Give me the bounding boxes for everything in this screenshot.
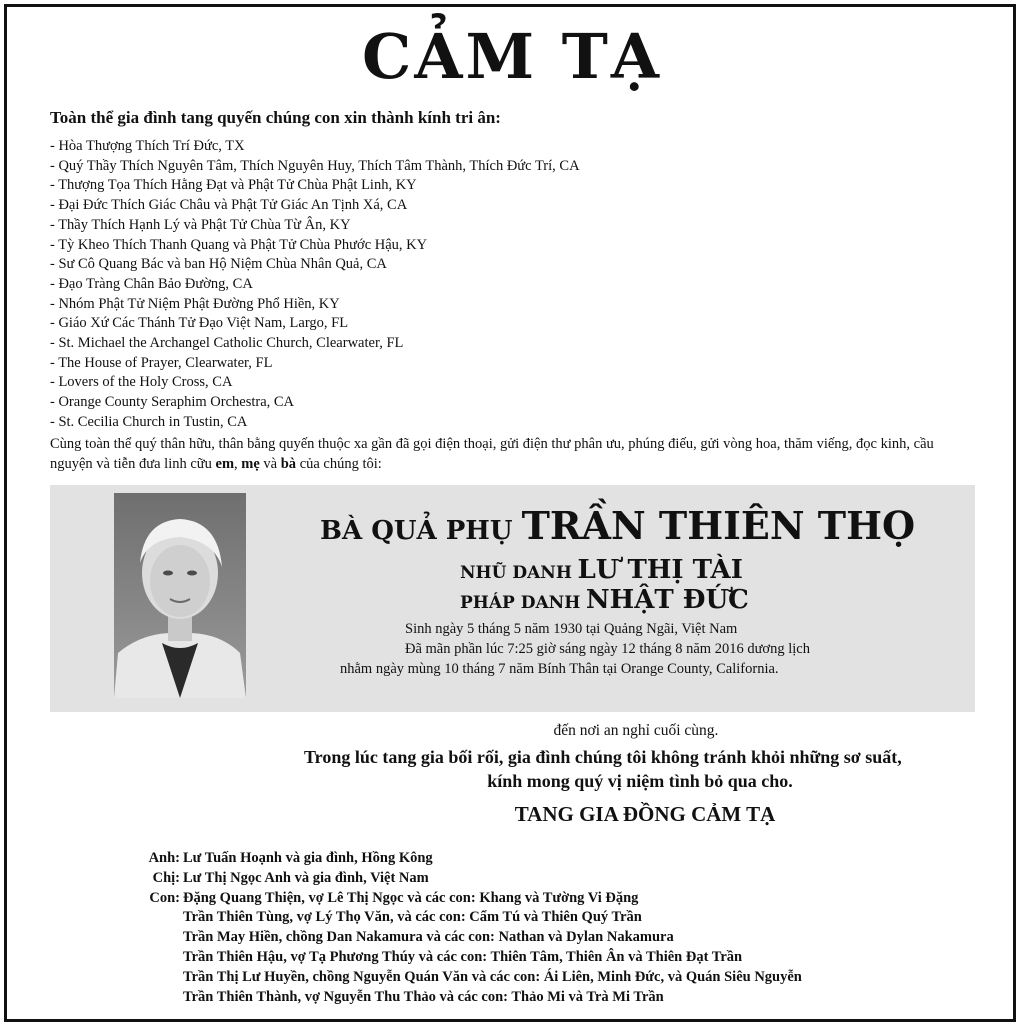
closing-paragraph bbox=[50, 435, 980, 474]
apology-line-1: Trong lúc tang gia bối rối, gia đình chúng tôi không tránh khỏi những sơ suất, bbox=[304, 747, 902, 767]
list-item: - Giáo Xứ Các Thánh Tử Đạo Việt Nam, Largo, FL bbox=[50, 315, 349, 332]
memorial-panel bbox=[50, 485, 975, 712]
maiden-name-line bbox=[460, 555, 743, 585]
family-member: Trần Thiên Hậu, vợ Tạ Phương Thúy và các con: Thiên Tâm, Thiên Ân và Thiên Đạt Trần bbox=[183, 948, 743, 965]
birth-info: Sinh ngày 5 tháng 5 năm 1930 tại Quảng Ngãi, Việt Nam bbox=[405, 621, 738, 637]
family-member: Đặng Quang Thiện, vợ Lê Thị Ngọc và các con: Khang và Tường Vi Đặng bbox=[183, 889, 639, 906]
family-list bbox=[130, 849, 802, 1007]
family-row bbox=[130, 889, 802, 1008]
closing-em: em bbox=[215, 455, 235, 472]
list-item: - Hòa Thượng Thích Trí Đức, TX bbox=[50, 138, 245, 154]
apology-line-2: kính mong quý vị niệm tình bỏ qua cho. bbox=[487, 771, 793, 791]
death-info: Đã mãn phần lúc 7:25 giờ sáng ngày 12 tháng 8 năm 2016 dương lịch bbox=[405, 641, 810, 657]
portrait-photo bbox=[114, 493, 246, 698]
list-item: - Tỳ Kheo Thích Thanh Quang và Phật Tử Chùa Phước Hậu, KY bbox=[50, 236, 428, 253]
closing-text: Cùng toàn thể quý thân hữu, thân bằng quyến thuộc xa gần đã gọi điện thoại, gửi điện thư phân ưu, phúng điếu, gửi vòng hoa, thăm viếng, đọc kinh, cầu nguyện và tiễn đưa linh cữu bbox=[50, 436, 934, 472]
family-member: Lư Thị Ngọc Anh và gia đình, Việt Nam bbox=[183, 869, 429, 886]
dharma-name-line bbox=[460, 585, 749, 615]
dharma-name: NHẬT ĐỨC bbox=[585, 585, 749, 615]
deceased-name bbox=[320, 503, 915, 548]
family-member: Trần Thiên Tùng, vợ Lý Thọ Văn, và các con: Cẩm Tú và Thiên Quý Trần bbox=[183, 909, 642, 926]
page-title: CẢM TẠ bbox=[362, 20, 662, 93]
family-names bbox=[180, 869, 429, 889]
list-item: - St. Cecilia Church in Tustin, CA bbox=[50, 413, 248, 430]
family-member: Lư Tuấn Hoạnh và gia đình, Hồng Kông bbox=[183, 850, 433, 866]
list-item: - Orange County Seraphim Orchestra, CA bbox=[50, 394, 295, 411]
list-item: - St. Michael the Archangel Catholic Church, Clearwater, FL bbox=[50, 335, 404, 352]
family-member: Trần Thị Lư Huyền, chồng Nguyễn Quán Văn và các con: Ái Liên, Minh Đức, và Quán Siêu Nguyễn bbox=[183, 968, 802, 985]
list-item: - Lovers of the Holy Cross, CA bbox=[50, 374, 233, 391]
closing-and: và bbox=[259, 455, 281, 472]
thanks-list bbox=[50, 137, 580, 433]
family-member: Trần Thiên Thành, vợ Nguyễn Thu Thảo và các con: Thảo Mi và Trà Mi Trần bbox=[183, 988, 664, 1005]
family-row bbox=[130, 869, 802, 889]
intro-line: Toàn thể gia đình tang quyến chúng con xin thành kính tri ân: bbox=[50, 108, 501, 127]
list-item: - The House of Prayer, Clearwater, FL bbox=[50, 354, 273, 371]
maiden-name: LƯ THỊ TÀI bbox=[577, 555, 743, 585]
family-row bbox=[130, 849, 802, 869]
maiden-label: NHŨ DANH bbox=[460, 563, 572, 583]
dharma-label: PHÁP DANH bbox=[460, 593, 581, 613]
list-item: - Thầy Thích Hạnh Lý và Phật Tử Chùa Từ Ân, KY bbox=[50, 216, 351, 233]
family-role: Con: bbox=[149, 889, 180, 906]
list-item: - Nhóm Phật Tử Niệm Phật Đường Phổ Hiền, KY bbox=[50, 295, 340, 312]
closing-me: mẹ bbox=[241, 455, 260, 472]
list-item: - Thượng Tọa Thích Hằng Đạt và Phật Tử Chùa Phật Linh, KY bbox=[50, 177, 417, 194]
family-names bbox=[180, 849, 433, 869]
family-role: Chị: bbox=[152, 869, 180, 886]
family-member: Trần May Hiền, chồng Dan Nakamura và các con: Nathan và Dylan Nakamura bbox=[183, 929, 674, 946]
closing-tail: của chúng tôi: bbox=[296, 455, 382, 472]
family-names bbox=[180, 889, 802, 1008]
list-item: - Đại Đức Thích Giác Châu và Phật Tử Giác An Tịnh Xá, CA bbox=[50, 197, 408, 214]
family-role: Anh: bbox=[148, 850, 180, 866]
signature-line: TANG GIA ĐỒNG CẢM TẠ bbox=[514, 802, 776, 826]
list-item: - Đạo Tràng Chân Bảo Đường, CA bbox=[50, 275, 253, 292]
list-item: - Sư Cô Quang Bác và ban Hộ Niệm Chùa Nhân Quả, CA bbox=[50, 256, 387, 273]
closing-ba: bà bbox=[280, 455, 297, 472]
rest-line: đến nơi an nghỉ cuối cùng. bbox=[553, 722, 719, 739]
deceased-prefix: BÀ QUẢ PHỤ bbox=[320, 516, 513, 546]
closing-comma: , bbox=[234, 455, 242, 472]
deceased-full-name: TRẦN THIÊN THỌ bbox=[521, 503, 916, 548]
lunar-date-info: nhằm ngày mùng 10 tháng 7 năm Bính Thân tại Orange County, California. bbox=[340, 661, 779, 677]
list-item: - Quý Thầy Thích Nguyên Tâm, Thích Nguyên Huy, Thích Tâm Thành, Thích Đức Trí, CA bbox=[50, 157, 580, 174]
